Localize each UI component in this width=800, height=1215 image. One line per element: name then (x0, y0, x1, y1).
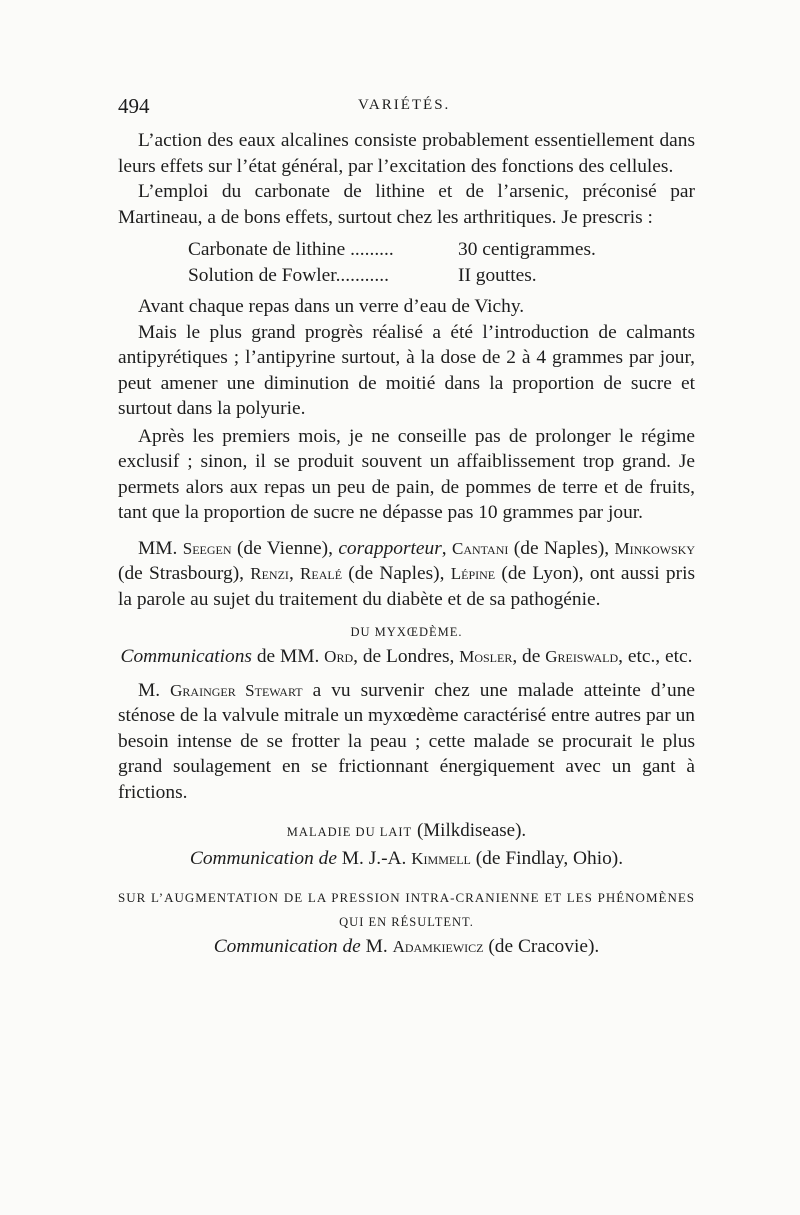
prescription-name: Solution de Fowler........... (188, 264, 389, 286)
paragraph-vichy: Avant chaque repas dans un verre d’eau de Vichy. (138, 296, 525, 317)
reale-city: (de Naples), (342, 563, 451, 584)
seegen-city: (de Vienne), (231, 537, 339, 559)
participants-tail: ont aussi pris la parole au sujet du traitement du diabète et de sa pathogénie. (118, 563, 696, 610)
name-greiswald: Greiswald (545, 647, 619, 666)
name-mosler: Mosler (459, 647, 513, 666)
cantani-city: (de Naples), (508, 537, 615, 559)
communication-label: Communication de (189, 848, 337, 869)
prescription-name: Carbonate de lithine ......... (188, 239, 394, 260)
text-fragment: (de Cracovie). (483, 935, 600, 957)
text-fragment: , etc., etc. (618, 646, 693, 667)
section-heading-pression-line2: QUI EN RÉSULTENT. (339, 914, 474, 929)
paragraph-regime: Après les premiers mois, je ne conseille pas de prolonger le régime exclusif ; sinon, il se produit souvent un affaiblissement trop grand. Je permets alors aux repas un peu de pain, de pommes de terre et de fruits, tant que la proportion de sucre ne dépasse pas 10 grammes par jour. (118, 425, 695, 523)
text-fragment: M. J.-A. (336, 848, 412, 869)
name-lepine: Lépine (450, 564, 496, 583)
page-body (118, 128, 695, 959)
prescription-dose: II gouttes. (458, 264, 537, 286)
name-minkowsky: Minkowsky (614, 538, 695, 558)
paragraph-alkaline-waters: L’action des eaux alcalines consiste probablement essentiellement dans leurs effets sur l’état général, par l’excitation des fonctions des cellules. (118, 130, 695, 177)
section-heading-maladie-du-lait (118, 819, 695, 844)
name-grainger-stewart: Grainger Stewart (170, 680, 303, 700)
text-fragment: , de (512, 646, 546, 667)
prescription-row (188, 237, 695, 263)
name-reale: Realé (300, 564, 343, 583)
lepine-city: (de Lyon), (495, 563, 590, 584)
text-fragment: M. (138, 679, 171, 701)
name-seegen: Seegen (182, 538, 232, 558)
separator: , (441, 537, 453, 559)
paragraph-lithine-arsenic: L’emploi du carbonate de lithine et de l’arsenic, préconisé par Martineau, a de bons effets, surtout chez les arthritiques. Je prescris : (118, 181, 695, 228)
prescription (188, 237, 695, 288)
name-ord: Ord (324, 647, 354, 666)
text-fragment: de MM. (251, 646, 325, 667)
paragraph-grainger-stewart (118, 678, 695, 806)
grainger-text: a vu survenir chez une malade atteinte d’une sténose de la valvule mitrale un myxœdème caractérisé entre autres par un besoin intense de se frotter la peau ; cette malade se procurait le plus grand soulagement en se frictionnant énergiquement avec un gant à frictions. (118, 679, 696, 803)
name-kimmell: Kimmell (411, 849, 471, 868)
mm-label: MM. (138, 537, 178, 559)
paragraph-antipyrine: Mais le plus grand progrès réalisé a été l’introduction de calmants antipyrétiques ; l’antipyrine surtout, à la dose de 2 à 4 grammes par jour, peut amener une diminution de moitié dans la proportion de sucre et surtout dans la polyurie. (118, 321, 695, 419)
myxoedeme-communications (118, 644, 695, 670)
text-fragment: (de Findlay, Ohio). (470, 848, 624, 869)
separator: , (288, 563, 301, 584)
name-renzi: Renzi (250, 564, 289, 583)
pression-communication (118, 934, 695, 960)
text-fragment: , de Londres, (353, 646, 460, 667)
prescription-row (188, 263, 695, 289)
communication-label: Communication de (213, 935, 361, 957)
name-cantani: Cantani (452, 538, 509, 558)
maladie-communication (118, 846, 695, 872)
section-heading-myxoedeme: DU MYXŒDÈME. (350, 625, 463, 639)
prescription-dose: 30 centigrammes. (458, 239, 596, 260)
communications-label: Communications (120, 646, 252, 667)
corapporteur-label: corapporteur (338, 537, 442, 559)
running-title: VARIÉTÉS. (358, 97, 451, 113)
name-adamkiewicz: Adamkiewicz (392, 936, 484, 956)
maladie-caps: MALADIE DU LAIT (286, 825, 413, 839)
text-fragment: M. (360, 935, 393, 957)
page-header (118, 94, 698, 124)
maladie-rest: (Milkdisease). (412, 820, 527, 841)
minkowsky-city: (de Strasbourg), (118, 563, 251, 584)
page-number: 494 (118, 94, 150, 118)
section-heading-pression: SUR L’AUGMENTATION DE LA PRESSION INTRA-CRANIENNE ET LES PHÉNOMÈNES (118, 889, 695, 905)
paragraph-participants (118, 536, 695, 613)
